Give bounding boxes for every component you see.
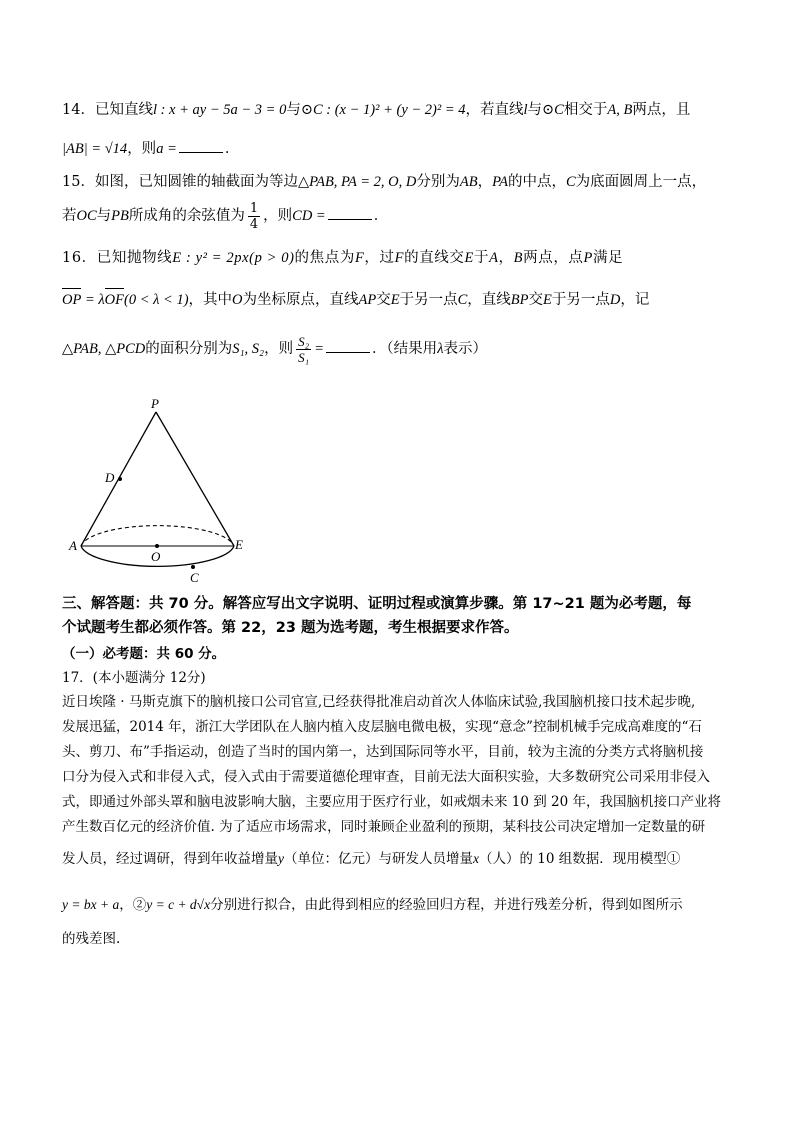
text: ， <box>477 174 493 190</box>
text: 与 <box>527 102 543 118</box>
denominator: 4 <box>249 216 259 232</box>
q14-number: 14． <box>62 102 95 118</box>
text: （人）的 10 组数据．现用模型① <box>479 851 681 867</box>
section-subheading: （一）必考题：共 60 分。 <box>62 646 226 662</box>
math: CD = <box>292 208 326 224</box>
math: D <box>609 292 621 308</box>
model-two: y = c + d√x <box>146 897 211 912</box>
math: O <box>232 292 243 308</box>
q17-paragraph-line <box>62 847 734 871</box>
q14-line2 <box>62 138 732 159</box>
q17-paragraph-line: 式，即通过外部头罩和脑电波影响大脑，主要应用于医疗行业，如戒烟未来 10 到 20 年，我国脑机接口产业将 <box>62 794 722 810</box>
text: ，其中 <box>188 292 233 308</box>
math: a = <box>156 141 177 157</box>
label-d: D <box>105 470 115 485</box>
math: E <box>542 292 552 308</box>
q15-line2 <box>62 200 732 232</box>
q15-line1 <box>62 172 732 192</box>
parabola-equation: E : y² = 2px(p > 0) <box>172 250 295 266</box>
math: OC <box>76 208 97 224</box>
math: F <box>354 250 365 266</box>
text: ． <box>373 208 389 224</box>
q16-number: 16． <box>62 250 97 266</box>
line-equation: l : x + ay − 5a − 3 = 0 <box>152 102 287 118</box>
math: AB <box>459 174 478 190</box>
math: △PAB, △PCD <box>62 341 146 357</box>
text: ，直线 <box>467 292 511 308</box>
text: 分别为 <box>416 174 460 190</box>
fraction-s2-s1 <box>296 334 311 365</box>
answer-blank[interactable] <box>179 138 223 153</box>
vector-of: OF <box>104 292 125 308</box>
text: ． <box>224 141 240 157</box>
math: P <box>583 250 593 266</box>
base-back-arc <box>81 526 234 546</box>
text: 的直线交 <box>404 250 465 266</box>
text: ，记 <box>620 292 650 308</box>
text: 如图，已知圆锥的轴截面为等边 <box>94 174 298 190</box>
text: 于另一点 <box>551 292 610 308</box>
section-heading-line1: 三、解答题：共 70 分。解答应写出文字说明、证明过程或演算步骤。第 17~21 题为必考题，每 <box>62 596 692 612</box>
math: PB <box>111 208 129 224</box>
q16-line1 <box>62 248 732 268</box>
text: 两点，且 <box>632 102 691 118</box>
label-o: O <box>151 549 161 564</box>
cone-figure <box>64 395 254 590</box>
text: 的中点， <box>507 174 566 190</box>
math: E <box>390 292 400 308</box>
math: △PAB, PA = 2, O, D <box>297 174 417 190</box>
text: 两点，点 <box>523 250 584 266</box>
text: ，② <box>119 897 147 913</box>
q17-paragraph-line: 发展迅猛，2014 年，浙江大学团队在人脑内植入皮层脑电微电极，实现“意念”控制机械手完成高难度的“石 <box>62 719 702 735</box>
label-e: E <box>235 537 243 552</box>
text: 表示） <box>443 341 487 357</box>
point-d <box>118 477 122 481</box>
math: F <box>394 250 405 266</box>
q17-paragraph-line: 的残差图. <box>62 931 121 947</box>
q17-header: 17．(本小题满分 12分) <box>62 670 206 686</box>
math: BP <box>510 292 529 308</box>
text: 的焦点为 <box>294 250 355 266</box>
q17-paragraph-line: 口分为侵入式和非侵入式，侵入式由于需要道德伦理审查，目前无法大面积实验，大多数研究公司采用非侵入 <box>62 769 710 785</box>
math: PA <box>492 174 508 190</box>
text: 为坐标原点，直线 <box>242 292 359 308</box>
text: 满足 <box>593 250 624 266</box>
text: 交 <box>528 292 543 308</box>
text: ，则 <box>263 208 293 224</box>
text: （单位：亿元）与研发人员增量 <box>284 851 473 867</box>
math: E <box>464 250 474 266</box>
text: ，若直线 <box>465 102 524 118</box>
answer-blank[interactable] <box>326 338 370 353</box>
numerator: S₂ <box>298 333 310 349</box>
math: AP <box>358 292 377 308</box>
answer-blank[interactable] <box>328 205 372 220</box>
q17-paragraph-line: 产生数百亿元的经济价值. 为了适应市场需求，同时兼顾企业盈利的预期，某科技公司决定增加一定数量的研 <box>62 819 706 835</box>
text: ，过 <box>364 250 395 266</box>
math: λ <box>437 341 444 357</box>
text: ，则 <box>127 141 157 157</box>
text: 若 <box>62 208 77 224</box>
text: 的面积分别为 <box>145 341 233 357</box>
ab-length: |AB| = √14 <box>62 141 128 157</box>
model-one: y = bx + a <box>62 897 120 912</box>
math: y <box>278 851 284 866</box>
text: 与 <box>286 102 301 118</box>
text: 于另一点 <box>399 292 458 308</box>
text: 发人员，经过调研，得到年收益增量 <box>62 851 278 867</box>
q16-line3 <box>62 332 732 366</box>
q17-paragraph-line: 近日埃隆 · 马斯克旗下的脑机接口公司官宣,已经获得批准启动首次人体临床试验,我国脑机接口技术起步晚, <box>62 694 696 710</box>
text: 已知抛物线 <box>96 250 173 266</box>
text: 分别进行拟合，由此得到相应的经验回归方程，并进行残差分析，得到如图所示 <box>210 897 683 913</box>
section-heading-line2: 个试题考生都必须作答。第 22，23 题为选考题，考生根据要求作答。 <box>62 620 519 636</box>
math: = λ <box>81 292 105 308</box>
text: 相交于 <box>563 102 608 118</box>
math: B <box>513 250 524 266</box>
q17-paragraph-line: 头、剪刀、布”手指运动，创造了当时的国内第一，达到国际同等水平，目前，较为主流的分类方式将脑机接 <box>62 744 704 760</box>
math: C <box>565 174 576 190</box>
vector-op: OP <box>62 292 82 308</box>
text: 所成角的余弦值为 <box>128 208 245 224</box>
math: x <box>473 851 479 866</box>
math: A <box>489 250 499 266</box>
math: C <box>457 292 468 308</box>
text: ，则 <box>264 341 294 357</box>
numerator: 1 <box>249 200 259 216</box>
point-o <box>155 544 159 548</box>
label-p: P <box>151 396 159 411</box>
fraction-one-quarter <box>248 201 260 232</box>
label-a: A <box>69 538 77 553</box>
math: (0 < λ < 1) <box>124 292 189 308</box>
q14-line1 <box>62 100 732 120</box>
q15-number: 15． <box>62 174 95 190</box>
text: 已知直线 <box>94 102 153 118</box>
circle-equation: ⊙C : (x − 1)² + (y − 2)² = 4 <box>300 102 466 118</box>
q16-line2 <box>62 290 732 310</box>
text: ．（结果用 <box>371 341 438 357</box>
math: = <box>314 341 324 357</box>
math: A, B <box>607 102 633 118</box>
text: 与 <box>96 208 112 224</box>
math: l <box>523 102 528 118</box>
denominator: S₁ <box>298 349 310 365</box>
q17-paragraph-line <box>62 893 734 917</box>
point-c <box>191 565 195 569</box>
math: S₁, S₂ <box>232 341 265 357</box>
text: 于 <box>473 250 490 266</box>
text: 交 <box>376 292 391 308</box>
text: 为底面圆周上一点， <box>575 174 707 190</box>
label-c: C <box>190 570 199 585</box>
math: ⊙C <box>542 102 564 118</box>
text: ， <box>498 250 514 266</box>
